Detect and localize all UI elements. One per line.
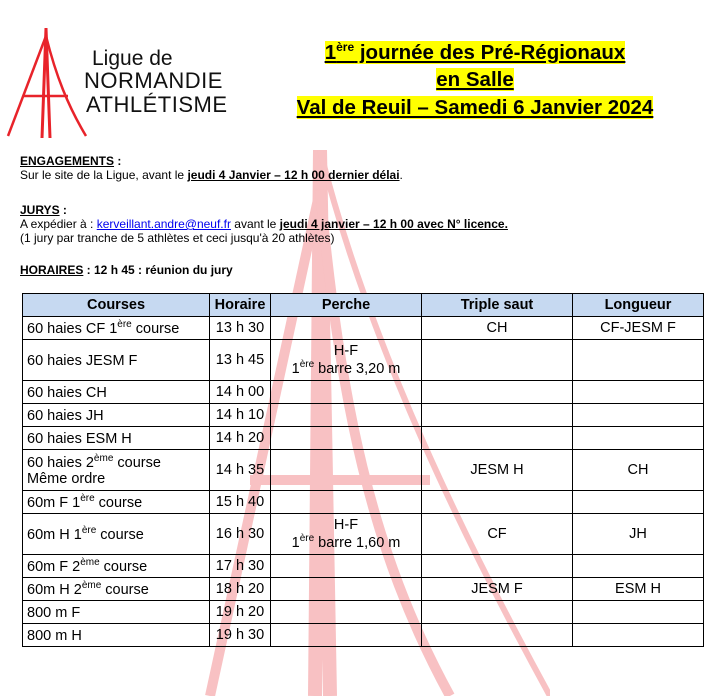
cell-perche: [271, 381, 422, 404]
cell-course: 60m F 1ère course: [23, 491, 210, 514]
jurys-deadline: jeudi 4 janvier – 12 h 00 avec N° licence.: [279, 217, 508, 231]
table-row: [23, 404, 704, 427]
header-horaire: Horaire: [210, 294, 271, 317]
jurys-note: (1 jury par tranche de 5 athlètes et ceci jusqu'à 20 athlètes): [20, 231, 335, 245]
cell-course: 60m H 2ème course: [23, 578, 210, 601]
header-courses: Courses: [23, 294, 210, 317]
cell-longueur: ESM H: [573, 578, 704, 601]
cell-longueur: [573, 555, 704, 578]
cell-triple-saut: [422, 404, 573, 427]
table-row: [23, 491, 704, 514]
cell-triple-saut: CH: [422, 317, 573, 340]
table-row: [23, 555, 704, 578]
cell-course: 60 haies JESM F: [23, 340, 210, 381]
cell-longueur: [573, 491, 704, 514]
cell-horaire: 14 h 20: [210, 427, 271, 450]
cell-perche: [271, 491, 422, 514]
cell-perche: H-F 1ère barre 3,20 m: [271, 340, 422, 381]
cell-longueur: JH: [573, 514, 704, 555]
cell-perche: [271, 317, 422, 340]
logo-line2: NORMANDIE: [84, 68, 223, 93]
cell-perche: [271, 578, 422, 601]
cell-horaire: 14 h 00: [210, 381, 271, 404]
cell-perche: [271, 404, 422, 427]
cell-perche: [271, 427, 422, 450]
cell-longueur: [573, 601, 704, 624]
cell-perche: [271, 555, 422, 578]
cell-horaire: 17 h 30: [210, 555, 271, 578]
cell-horaire: 18 h 20: [210, 578, 271, 601]
cell-course: 800 m F: [23, 601, 210, 624]
cell-triple-saut: [422, 624, 573, 647]
logo-line3: ATHLÉTISME: [86, 92, 228, 117]
logo-mark-icon: [6, 26, 88, 138]
jurys-section: JURYS : A expédier à : kerveillant.andre@neuf.fr avant le jeudi 4 janvier – 12 h 00 avec N° licence. (1 jury par tranche de 5 athlètes et ceci jusqu'à 20 athlètes): [20, 203, 508, 245]
cell-horaire: 15 h 40: [210, 491, 271, 514]
cell-triple-saut: JESM F: [422, 578, 573, 601]
title-line2: en Salle: [436, 68, 514, 91]
cell-course: 60 haies CF 1ère course: [23, 317, 210, 340]
jurys-label: JURYS: [20, 203, 60, 217]
cell-perche: H-F 1ère barre 1,60 m: [271, 514, 422, 555]
header-triple-saut: Triple saut: [422, 294, 573, 317]
cell-horaire: 14 h 35: [210, 450, 271, 491]
cell-course: 60m F 2ème course: [23, 555, 210, 578]
cell-perche: [271, 450, 422, 491]
engagements-label: ENGAGEMENTS: [20, 154, 115, 168]
cell-longueur: [573, 624, 704, 647]
cell-triple-saut: [422, 491, 573, 514]
cell-triple-saut: [422, 340, 573, 381]
cell-perche: [271, 624, 422, 647]
cell-horaire: 13 h 45: [210, 340, 271, 381]
ligue-logo: [6, 26, 226, 138]
table-row: [23, 340, 704, 381]
cell-horaire: 16 h 30: [210, 514, 271, 555]
title-line3: Val de Reuil – Samedi 6 Janvier 2024: [296, 96, 654, 119]
table-row: [23, 317, 704, 340]
cell-horaire: 13 h 30: [210, 317, 271, 340]
table-row: [23, 381, 704, 404]
cell-horaire: 19 h 20: [210, 601, 271, 624]
cell-course: 800 m H: [23, 624, 210, 647]
cell-longueur: [573, 340, 704, 381]
cell-course: 60 haies 2ème course Même ordre: [23, 450, 210, 491]
title-line1: 1ère journée des Pré-Régionaux: [324, 40, 626, 64]
cell-course: 60 haies ESM H: [23, 427, 210, 450]
cell-longueur: [573, 404, 704, 427]
cell-longueur: [573, 427, 704, 450]
cell-horaire: 19 h 30: [210, 624, 271, 647]
cell-triple-saut: [422, 601, 573, 624]
table-row: [23, 578, 704, 601]
cell-triple-saut: CF: [422, 514, 573, 555]
header-perche: Perche: [271, 294, 422, 317]
cell-triple-saut: [422, 381, 573, 404]
cell-longueur: [573, 381, 704, 404]
horaires-label: HORAIRES: [20, 263, 84, 277]
logo-line1: Ligue de: [92, 47, 173, 70]
table-row: [23, 601, 704, 624]
engagements-section: ENGAGEMENTS : Sur le site de la Ligue, avant le jeudi 4 Janvier – 12 h 00 dernier délai.: [20, 154, 403, 182]
cell-triple-saut: JESM H: [422, 450, 573, 491]
schedule-table: [22, 293, 704, 647]
cell-triple-saut: [422, 427, 573, 450]
jury-email-link[interactable]: kerveillant.andre@neuf.fr: [96, 217, 231, 231]
cell-longueur: CH: [573, 450, 704, 491]
table-header-row: [23, 294, 704, 317]
engagements-deadline: jeudi 4 Janvier – 12 h 00 dernier délai: [187, 168, 400, 182]
table-row: [23, 450, 704, 491]
table-row: [23, 427, 704, 450]
table-row: [23, 624, 704, 647]
cell-horaire: 14 h 10: [210, 404, 271, 427]
cell-course: 60 haies CH: [23, 381, 210, 404]
horaires-section: HORAIRES : 12 h 45 : réunion du jury: [20, 263, 233, 277]
cell-perche: [271, 601, 422, 624]
cell-course: 60 haies JH: [23, 404, 210, 427]
header-longueur: Longueur: [573, 294, 704, 317]
cell-longueur: CF-JESM F: [573, 317, 704, 340]
table-row: [23, 514, 704, 555]
cell-course: 60m H 1ère course: [23, 514, 210, 555]
cell-triple-saut: [422, 555, 573, 578]
